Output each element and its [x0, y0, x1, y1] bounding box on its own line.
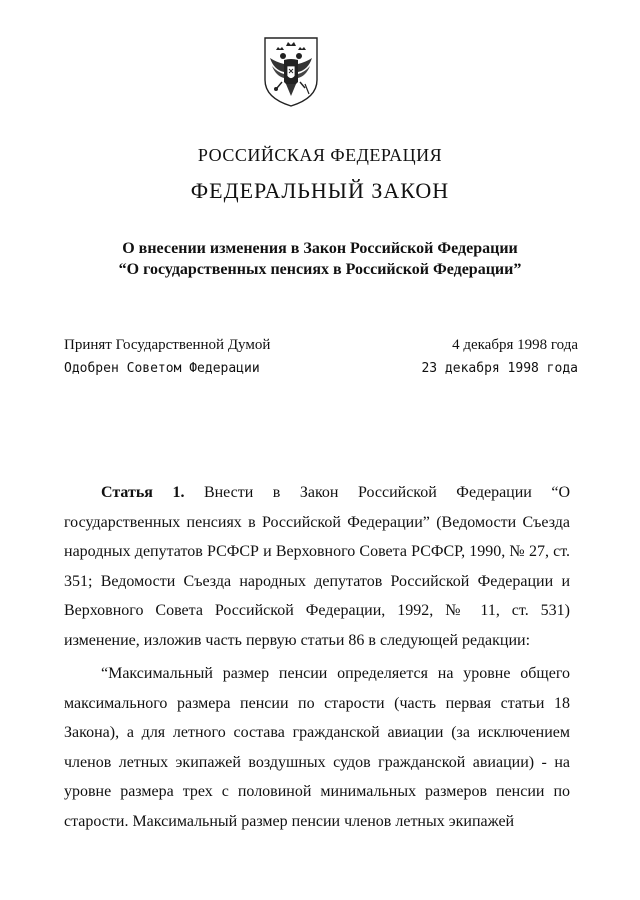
law-title: [0, 238, 640, 280]
state-name: РОССИЙСКАЯ ФЕДЕРАЦИЯ: [197, 145, 443, 165]
law-title-line-1: О внесении изменения в Закон Российской Федерации: [122, 240, 518, 257]
duma-adoption-row: [64, 333, 578, 357]
coat-of-arms-emblem: [262, 36, 320, 108]
council-label: Одобрен Советом Федерации: [64, 361, 260, 376]
article-label: Статья 1.: [101, 484, 185, 501]
council-approval-row: [64, 357, 578, 381]
quoted-amendment-paragraph: “Максимальный размер пенсии определяется на уровне общего максимального размера пенсии по старости (часть первая статьи 18 Закона), а для летного состава гражданской авиации (за исключением членов летных экипажей воздушных судов гражданской авиации) - на уровне размера трех с половиной минимальных размеров пенсии по старости. Максимальный размер пенсии членов летных экипажей: [64, 665, 570, 830]
adoption-info: [64, 333, 578, 381]
duma-date: 4 декабря 1998 года: [452, 337, 578, 353]
law-type-heading: ФЕДЕРАЛЬНЫЙ ЗАКОН: [190, 178, 450, 203]
council-date: 23 декабря 1998 года: [421, 361, 578, 376]
duma-label: Принят Государственной Думой: [64, 337, 271, 353]
law-title-line-2: “О государственных пенсиях в Российской Федерации”: [118, 261, 522, 278]
article-text: Внести в Закон Российской Федерации “О государственных пенсиях в Российской Федерации” (Ведомости Съезда народных депутатов РСФСР и Верховного Совета РСФСР, 1990, № 27, ст. 351; Ведомости Съезда народных депутатов Российской Федерации и Верховного Совета Российской Федерации, 1992, № 11, ст. 531) изменение, изложив часть первую статьи 86 в следующей редакции:: [64, 484, 571, 649]
document-body: [64, 478, 570, 836]
article-1-paragraph: [64, 478, 570, 655]
